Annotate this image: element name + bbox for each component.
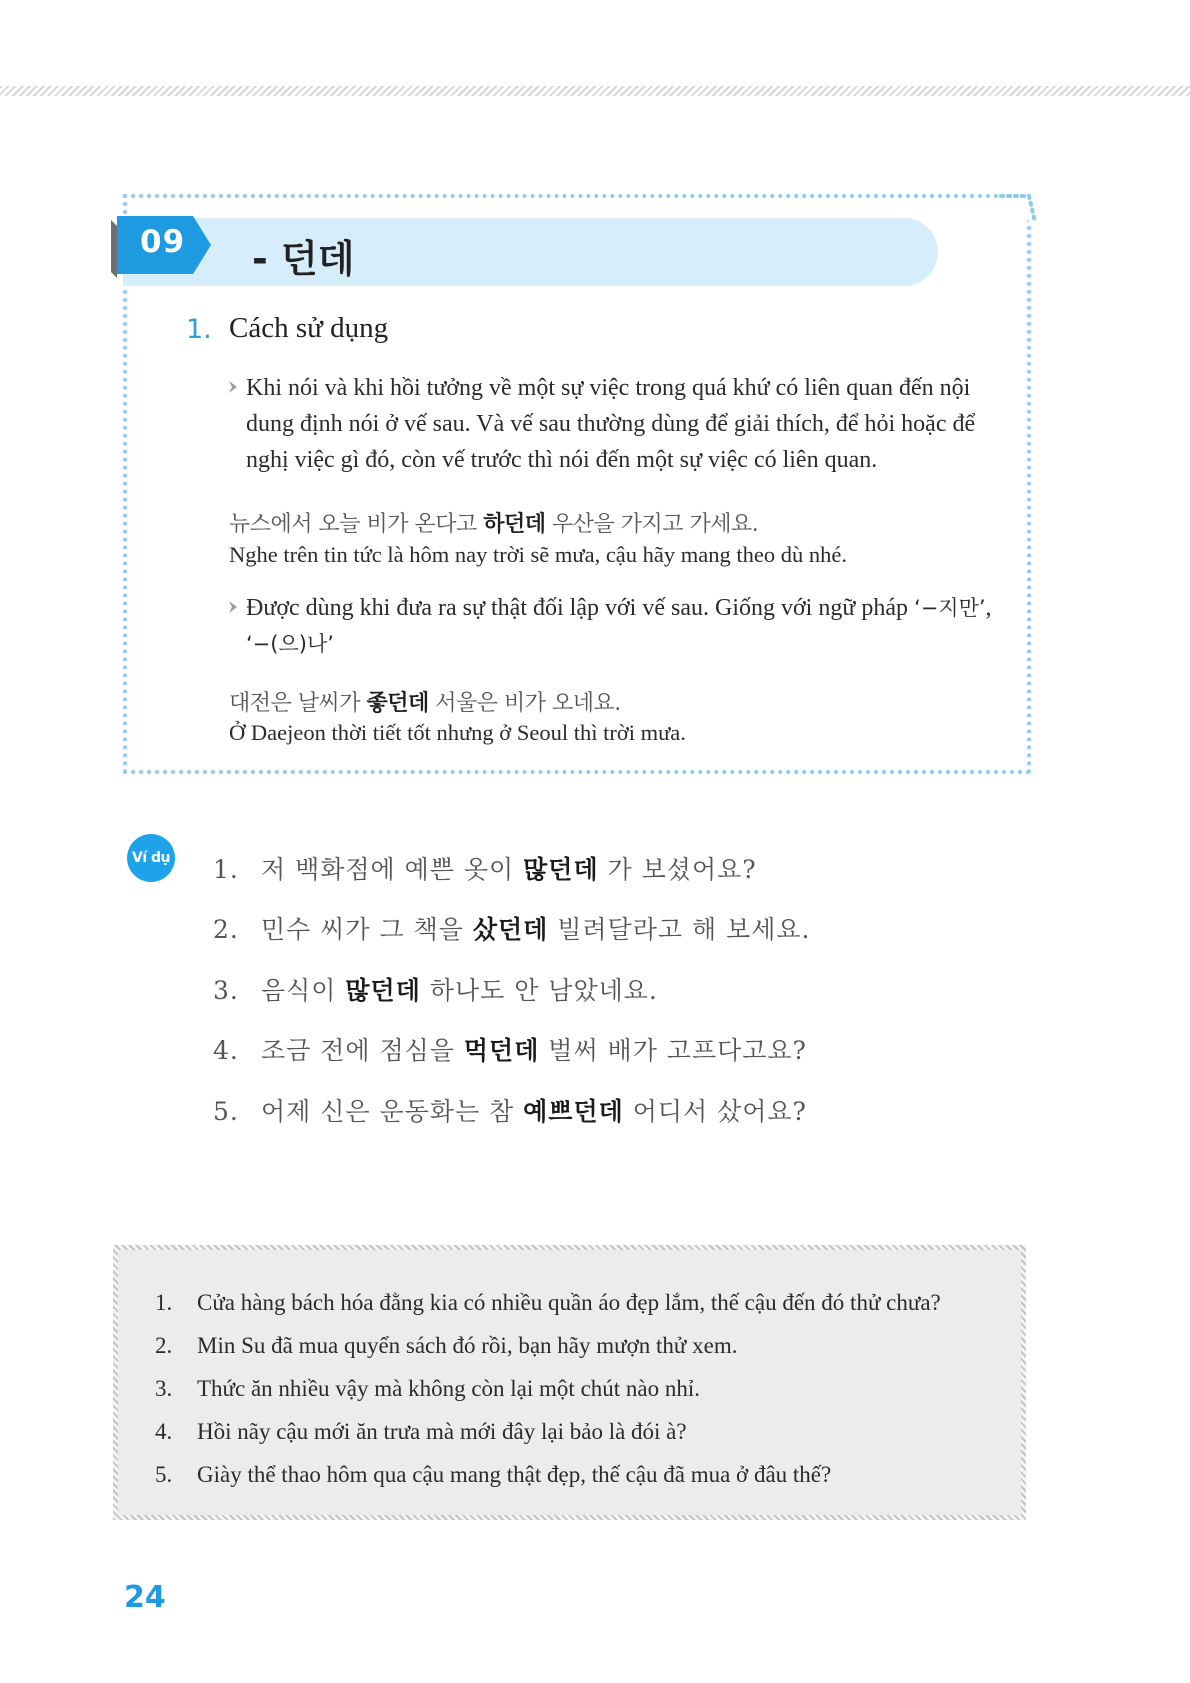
usage-example-vi-1: Nghe trên tin tức là hôm nay trời sẽ mưa, cậu hãy mang theo dù nhé. (229, 542, 847, 567)
usage-bullet-2 (228, 590, 1010, 662)
example-line: 2. 민수 씨가 그 책을 샀던데 빌려달라고 해 보세요. (213, 915, 811, 944)
usage-example-vi-2: Ở Daejeon thời tiết tốt nhưng ở Seoul thì trời mưa. (229, 720, 686, 745)
example-line: 5. 어제 신은 운동화는 참 예쁘던데 어디서 샀어요? (213, 1097, 807, 1126)
lesson-number: 09 (140, 224, 186, 260)
translation-line: 1. Cửa hàng bách hóa đằng kia có nhiều quần áo đẹp lắm, thế cậu đến đó thử chưa? (155, 1290, 941, 1315)
usage-text-2: Được dùng khi đưa ra sự thật đối lập với vế sau. Giống với ngữ pháp ‘−지만’, ‘−(으)나’ (246, 595, 992, 656)
example-line: 1. 저 백화점에 예쁜 옷이 많던데 가 보셨어요? (213, 855, 757, 884)
header-hatch-divider (0, 86, 1190, 96)
page-number: 24 (124, 1580, 166, 1615)
example-line: 3. 음식이 많던데 하나도 안 남았네요. (213, 976, 658, 1005)
usage-text-1: Khi nói và khi hồi tưởng về một sự việc trong quá khứ có liên quan đến nội dung định nói ở vế sau. Và vế sau thường dùng để giải thích, để hỏi hoặc để nghị việc gì đó, còn vế trước thì nói đến một sự việc có liên quan. (246, 375, 976, 473)
section-number: 1. (186, 314, 212, 345)
example-line: 4. 조금 전에 점심을 먹던데 벌써 배가 고프다고요? (213, 1036, 807, 1065)
translation-line: 4. Hồi nãy cậu mới ăn trưa mà mới đây lại bảo là đói à? (155, 1419, 687, 1444)
usage-bullet-1 (228, 370, 1010, 478)
translation-line: 3. Thức ăn nhiều vậy mà không còn lại một chút nào nhỉ. (155, 1376, 701, 1401)
grammar-title: - 던데 (252, 237, 355, 281)
bullet-arrow-icon (226, 379, 240, 395)
translation-line: 5. Giày thể thao hôm qua cậu mang thật đẹp, thế cậu đã mua ở đâu thế? (155, 1462, 832, 1487)
usage-example-ko-2: 대전은 날씨가 좋던데 서울은 비가 오네요. (229, 691, 621, 716)
title-band (123, 218, 938, 286)
examples-label-badge: Ví dụ (127, 834, 175, 882)
bullet-arrow-icon (226, 599, 240, 615)
usage-example-ko-1: 뉴스에서 오늘 비가 온다고 하던데 우산을 가지고 가세요. (229, 512, 759, 537)
box-corner-fold (999, 194, 1039, 234)
translation-line: 2. Min Su đã mua quyển sách đó rồi, bạn hãy mượn thử xem. (155, 1333, 738, 1358)
section-title: Cách sử dụng (229, 312, 389, 344)
